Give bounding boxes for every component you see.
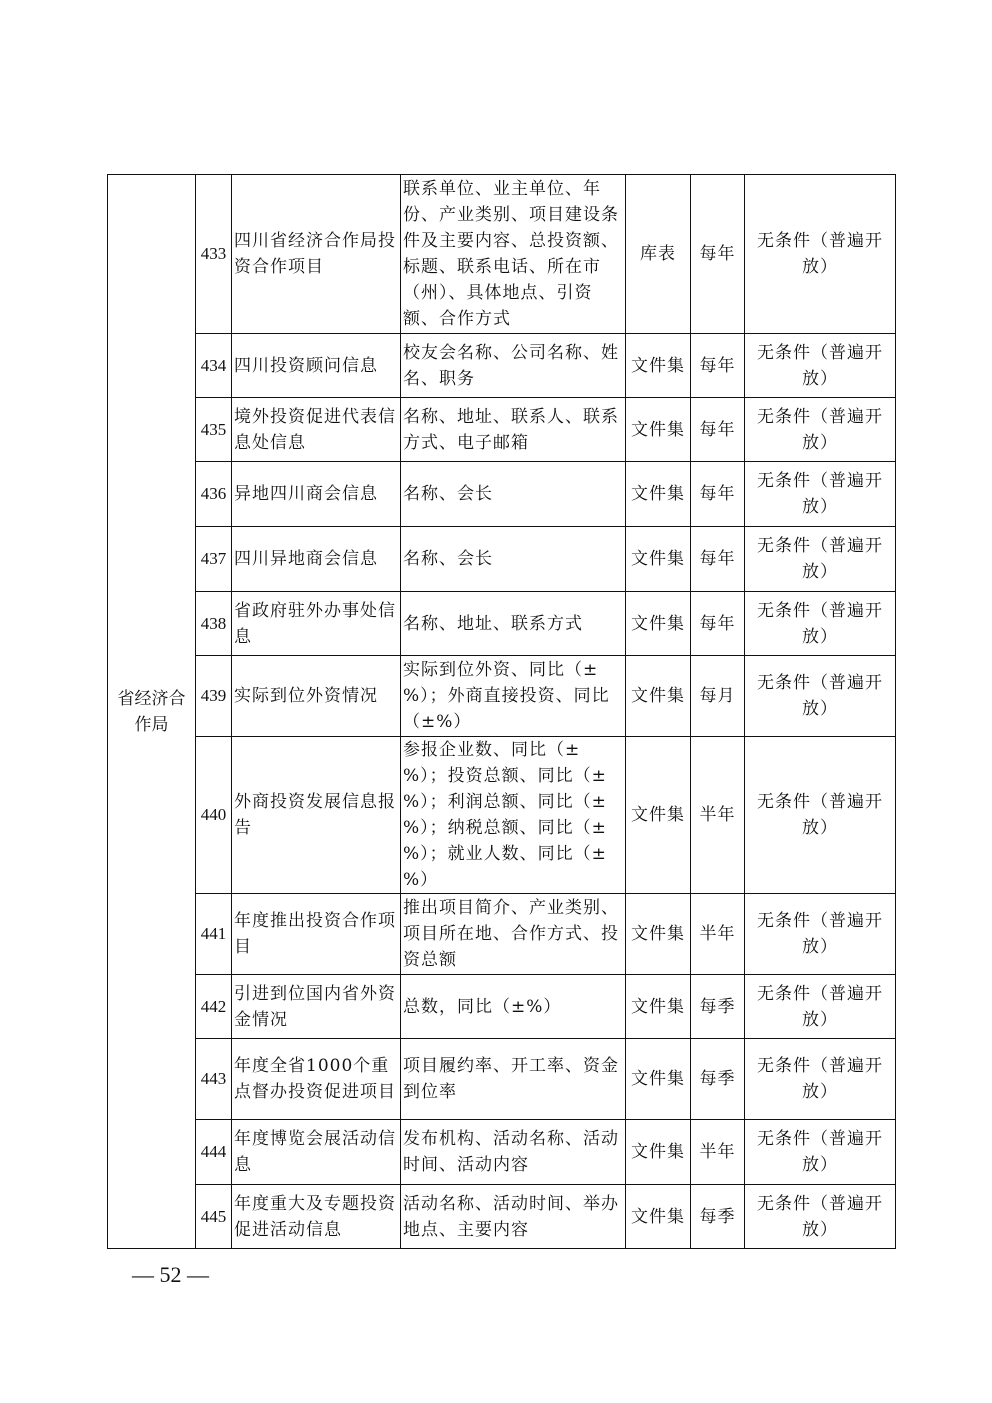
row-number: 439 bbox=[196, 656, 232, 737]
table-row bbox=[108, 592, 896, 656]
data-fields: 推出项目简介、产业类别、项目所在地、合作方式、投资总额 bbox=[401, 894, 626, 975]
data-format: 文件集 bbox=[626, 1185, 691, 1249]
open-condition: 无条件（普遍开放） bbox=[745, 462, 896, 527]
data-format: 文件集 bbox=[626, 975, 691, 1039]
row-number: 444 bbox=[196, 1120, 232, 1185]
update-frequency: 每季 bbox=[691, 1039, 745, 1120]
data-fields: 名称、地址、联系方式 bbox=[401, 592, 626, 656]
update-frequency: 每月 bbox=[691, 656, 745, 737]
data-item-name: 实际到位外资情况 bbox=[232, 656, 401, 737]
data-item-name: 四川投资顾问信息 bbox=[232, 334, 401, 398]
data-format: 文件集 bbox=[626, 894, 691, 975]
data-format: 文件集 bbox=[626, 737, 691, 894]
row-number: 441 bbox=[196, 894, 232, 975]
row-number: 445 bbox=[196, 1185, 232, 1249]
update-frequency: 半年 bbox=[691, 1120, 745, 1185]
open-condition: 无条件（普遍开放） bbox=[745, 527, 896, 592]
update-frequency: 每季 bbox=[691, 1185, 745, 1249]
data-format: 文件集 bbox=[626, 462, 691, 527]
update-frequency: 每年 bbox=[691, 527, 745, 592]
data-fields: 发布机构、活动名称、活动时间、活动内容 bbox=[401, 1120, 626, 1185]
data-fields: 名称、会长 bbox=[401, 462, 626, 527]
data-item-name: 引进到位国内省外资金情况 bbox=[232, 975, 401, 1039]
row-number: 438 bbox=[196, 592, 232, 656]
open-condition: 无条件（普遍开放） bbox=[745, 656, 896, 737]
open-condition: 无条件（普遍开放） bbox=[745, 592, 896, 656]
data-format: 文件集 bbox=[626, 334, 691, 398]
data-fields: 联系单位、业主单位、年份、产业类别、项目建设条件及主要内容、总投资额、标题、联系电话、所在市（州）、具体地点、引资额、合作方式 bbox=[401, 175, 626, 334]
row-number: 433 bbox=[196, 175, 232, 334]
data-fields: 参报企业数、同比（±%）；投资总额、同比（±%）；利润总额、同比（±%）；纳税总额、同比（±%）；就业人数、同比（±%） bbox=[401, 737, 626, 894]
row-number: 434 bbox=[196, 334, 232, 398]
data-fields: 名称、会长 bbox=[401, 527, 626, 592]
update-frequency: 每季 bbox=[691, 975, 745, 1039]
row-number: 437 bbox=[196, 527, 232, 592]
data-fields: 总数，同比（±%） bbox=[401, 975, 626, 1039]
data-fields: 名称、地址、联系人、联系方式、电子邮箱 bbox=[401, 398, 626, 462]
data-fields: 实际到位外资、同比（±%）；外商直接投资、同比（±%） bbox=[401, 656, 626, 737]
update-frequency: 每年 bbox=[691, 334, 745, 398]
update-frequency: 每年 bbox=[691, 592, 745, 656]
update-frequency: 每年 bbox=[691, 175, 745, 334]
open-condition: 无条件（普遍开放） bbox=[745, 1120, 896, 1185]
table-row bbox=[108, 334, 896, 398]
data-item-name: 年度全省1000个重点督办投资促进项目 bbox=[232, 1039, 401, 1120]
data-item-name: 四川省经济合作局投资合作项目 bbox=[232, 175, 401, 334]
data-item-name: 省政府驻外办事处信息 bbox=[232, 592, 401, 656]
row-number: 442 bbox=[196, 975, 232, 1039]
open-condition: 无条件（普遍开放） bbox=[745, 334, 896, 398]
row-number: 435 bbox=[196, 398, 232, 462]
table-row bbox=[108, 527, 896, 592]
data-item-name: 境外投资促进代表信息处信息 bbox=[232, 398, 401, 462]
open-condition: 无条件（普遍开放） bbox=[745, 975, 896, 1039]
data-item-name: 年度博览会展活动信息 bbox=[232, 1120, 401, 1185]
data-format: 文件集 bbox=[626, 398, 691, 462]
data-format: 文件集 bbox=[626, 656, 691, 737]
data-format: 文件集 bbox=[626, 1039, 691, 1120]
data-fields: 活动名称、活动时间、举办地点、主要内容 bbox=[401, 1185, 626, 1249]
row-number: 443 bbox=[196, 1039, 232, 1120]
data-format: 库表 bbox=[626, 175, 691, 334]
table-row bbox=[108, 1120, 896, 1185]
row-number: 436 bbox=[196, 462, 232, 527]
table-row bbox=[108, 975, 896, 1039]
update-frequency: 半年 bbox=[691, 737, 745, 894]
data-format: 文件集 bbox=[626, 527, 691, 592]
table-row bbox=[108, 894, 896, 975]
open-condition: 无条件（普遍开放） bbox=[745, 398, 896, 462]
data-item-name: 年度推出投资合作项目 bbox=[232, 894, 401, 975]
open-condition: 无条件（普遍开放） bbox=[745, 737, 896, 894]
table-row bbox=[108, 462, 896, 527]
open-condition: 无条件（普遍开放） bbox=[745, 1185, 896, 1249]
data-fields: 校友会名称、公司名称、姓名、职务 bbox=[401, 334, 626, 398]
open-condition: 无条件（普遍开放） bbox=[745, 1039, 896, 1120]
department-cell: 省经济合作局 bbox=[108, 175, 196, 1249]
table-row bbox=[108, 737, 896, 894]
data-format: 文件集 bbox=[626, 1120, 691, 1185]
table-row bbox=[108, 398, 896, 462]
row-number: 440 bbox=[196, 737, 232, 894]
table-row bbox=[108, 1039, 896, 1120]
table-row bbox=[108, 1185, 896, 1249]
update-frequency: 每年 bbox=[691, 462, 745, 527]
data-item-name: 四川异地商会信息 bbox=[232, 527, 401, 592]
open-condition: 无条件（普遍开放） bbox=[745, 894, 896, 975]
data-item-name: 年度重大及专题投资促进活动信息 bbox=[232, 1185, 401, 1249]
page-number: — 52 — bbox=[132, 1262, 209, 1287]
update-frequency: 每年 bbox=[691, 398, 745, 462]
open-condition: 无条件（普遍开放） bbox=[745, 175, 896, 334]
update-frequency: 半年 bbox=[691, 894, 745, 975]
table-row bbox=[108, 656, 896, 737]
open-data-catalog-table bbox=[107, 174, 896, 1249]
data-item-name: 异地四川商会信息 bbox=[232, 462, 401, 527]
data-fields: 项目履约率、开工率、资金到位率 bbox=[401, 1039, 626, 1120]
data-item-name: 外商投资发展信息报告 bbox=[232, 737, 401, 894]
data-format: 文件集 bbox=[626, 592, 691, 656]
table-row bbox=[108, 175, 896, 334]
